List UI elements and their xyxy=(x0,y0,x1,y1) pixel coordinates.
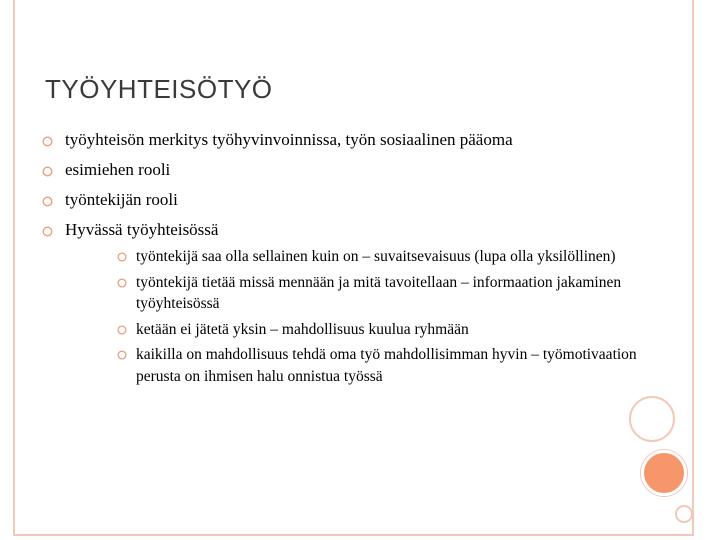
sub-bullet-list xyxy=(117,246,642,387)
sub-bullet-text: työntekijä saa olla sellainen kuin on – suvaitsevaisuus (lupa olla yksilöllinen) xyxy=(136,248,616,265)
sub-bullet-item xyxy=(117,246,642,268)
decorative-circle-outline xyxy=(629,396,675,442)
circle-bullet-icon xyxy=(42,166,53,177)
bullet-text: työyhteisön merkitys työhyvinvoinnissa, työn sosiaalinen pääoma xyxy=(65,130,513,149)
sub-bullet-item xyxy=(117,319,642,341)
circle-bullet-icon xyxy=(117,350,127,360)
sub-bullet-text: kaikilla on mahdollisuus tehdä oma työ mahdollisimman hyvin – työmotivaation perusta on ihmisen halu onnistua työssä xyxy=(136,346,637,385)
bullet-text: työntekijän rooli xyxy=(65,190,178,209)
bullet-item xyxy=(42,220,642,387)
circle-bullet-icon xyxy=(42,226,53,237)
circle-bullet-icon xyxy=(42,136,53,147)
decorative-circle-small xyxy=(675,505,693,523)
bullet-item xyxy=(42,160,642,180)
sub-bullet-text: ketään ei jätetä yksin – mahdollisuus kuulua ryhmään xyxy=(136,320,469,338)
slide-title: TYÖYHTEISÖTYÖ xyxy=(45,74,273,104)
sub-bullet-item xyxy=(117,344,642,387)
bullet-text: esimiehen rooli xyxy=(65,160,171,179)
slide-content xyxy=(42,130,642,397)
bullet-list xyxy=(42,130,642,387)
sub-bullet-text: työntekijä tietää missä mennään ja mitä tavoitellaan – informaation jakaminen työyhteisössä xyxy=(136,273,622,312)
bullet-item xyxy=(42,130,642,150)
decorative-circle-filled xyxy=(641,450,687,496)
circle-bullet-icon xyxy=(117,278,127,288)
sub-bullet-item xyxy=(117,272,642,315)
circle-bullet-icon xyxy=(117,252,127,262)
bullet-item xyxy=(42,190,642,210)
circle-bullet-icon xyxy=(42,196,53,207)
circle-bullet-icon xyxy=(117,325,127,335)
bullet-text: Hyvässä työyhteisössä xyxy=(65,220,219,239)
